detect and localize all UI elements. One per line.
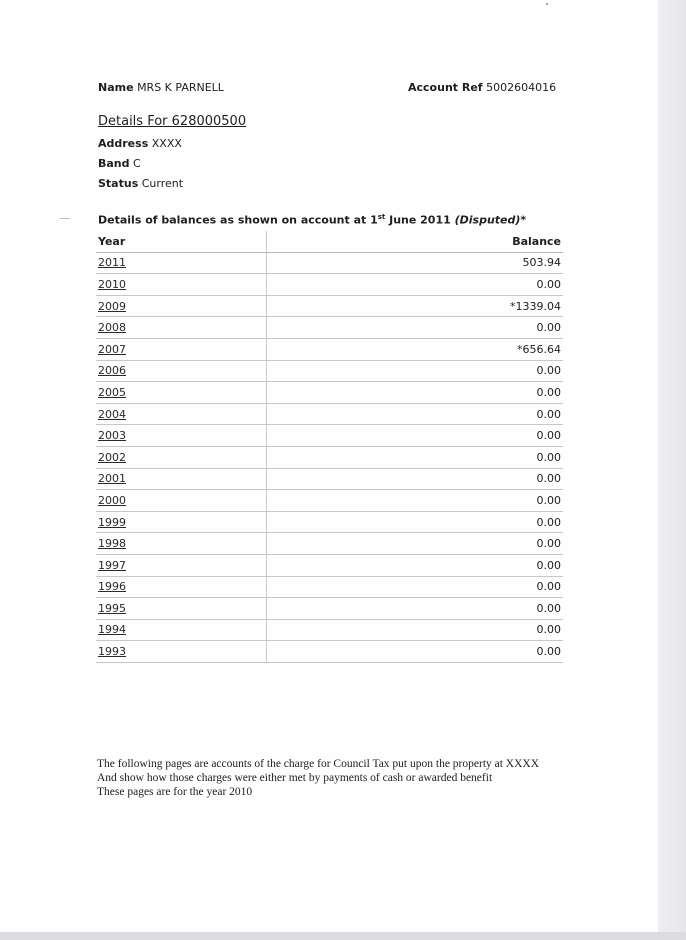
year-cell <box>96 533 267 555</box>
table-row <box>96 382 563 404</box>
scan-edge-bottom <box>0 932 686 940</box>
balances-heading <box>98 213 526 227</box>
balance-cell: 0.00 <box>267 511 564 533</box>
balance-cell: 0.00 <box>267 619 564 641</box>
year-cell <box>96 382 267 404</box>
details-title: Details For 628000500 <box>98 114 247 129</box>
address-label: Address <box>98 137 149 150</box>
year-link: 1995 <box>98 601 126 615</box>
band-line <box>98 157 141 170</box>
table-row <box>96 317 563 339</box>
year-cell <box>96 468 267 490</box>
scan-edge-right <box>658 0 686 940</box>
table-row <box>96 338 563 360</box>
balance-cell: 0.00 <box>267 382 564 404</box>
address-line <box>98 137 182 150</box>
account-label: Account Ref <box>408 81 483 94</box>
table-row <box>96 468 563 490</box>
year-cell <box>96 511 267 533</box>
year-link: 2011 <box>98 256 126 270</box>
disputed-note: (Disputed) <box>454 213 521 227</box>
table-row <box>96 533 563 555</box>
balance-cell: 0.00 <box>267 317 564 339</box>
year-link: 1997 <box>98 558 126 572</box>
year-link: 1999 <box>98 515 126 529</box>
balance-cell: *1339.04 <box>267 295 564 317</box>
balance-cell: 0.00 <box>267 446 564 468</box>
scan-speck <box>546 3 548 5</box>
year-link: 2009 <box>98 299 126 313</box>
heading-superscript: st <box>377 213 386 221</box>
year-link: 1996 <box>98 580 126 594</box>
balance-cell: 0.00 <box>267 490 564 512</box>
year-link: 1994 <box>98 623 126 637</box>
balance-cell: 0.00 <box>267 576 564 598</box>
name-label: Name <box>98 81 134 94</box>
year-cell <box>96 295 267 317</box>
year-cell <box>96 598 267 620</box>
balances-table-body <box>96 252 563 662</box>
heading-asterisk: * <box>520 213 527 227</box>
year-link: 2008 <box>98 321 126 335</box>
balance-cell: *656.64 <box>267 338 564 360</box>
year-link: 2003 <box>98 429 126 443</box>
heading-date: June 2011 <box>385 213 455 227</box>
year-cell <box>96 274 267 296</box>
band-value: C <box>133 157 141 170</box>
note-line-1: The following pages are accounts of the charge for Council Tax put upon the property at XXXX <box>97 758 540 770</box>
table-row <box>96 598 563 620</box>
year-cell <box>96 338 267 360</box>
year-cell <box>96 641 267 663</box>
year-link: 2004 <box>98 407 126 421</box>
status-label: Status <box>98 177 139 190</box>
name-value: MRS K PARNELL <box>137 81 224 94</box>
balance-cell: 0.00 <box>267 360 564 382</box>
year-link: 2002 <box>98 450 126 464</box>
year-link: 1993 <box>98 645 126 659</box>
balances-table <box>96 231 563 663</box>
table-row <box>96 511 563 533</box>
balance-cell: 0.00 <box>267 468 564 490</box>
heading-text: Details of balances as shown on account at 1 <box>98 213 378 227</box>
customer-name <box>98 81 224 94</box>
account-value: 5002604016 <box>486 81 557 94</box>
year-link: 1998 <box>98 537 126 551</box>
table-row <box>96 490 563 512</box>
balance-cell: 0.00 <box>267 554 564 576</box>
balance-column-header: Balance <box>267 231 564 252</box>
table-row <box>96 295 563 317</box>
table-row <box>96 403 563 425</box>
table-row <box>96 252 563 274</box>
year-link: 2005 <box>98 385 126 399</box>
table-row <box>96 641 563 663</box>
table-row <box>96 360 563 382</box>
year-link: 2006 <box>98 364 126 378</box>
account-reference <box>408 81 556 94</box>
year-cell <box>96 446 267 468</box>
balance-cell: 503.94 <box>267 252 564 274</box>
scan-mark <box>60 218 70 219</box>
year-link: 2001 <box>98 472 126 486</box>
table-row <box>96 576 563 598</box>
balance-cell: 0.00 <box>267 403 564 425</box>
band-label: Band <box>98 157 130 170</box>
year-cell <box>96 252 267 274</box>
balance-cell: 0.00 <box>267 425 564 447</box>
year-link: 2010 <box>98 277 126 291</box>
year-cell <box>96 576 267 598</box>
note-line-3: These pages are for the year 2010 <box>97 786 253 798</box>
table-header-row <box>96 231 563 252</box>
balance-cell: 0.00 <box>267 533 564 555</box>
status-value: Current <box>141 177 184 190</box>
note-line-2: And show how those charges were either met by payments of cash or awarded benefit <box>97 772 493 784</box>
year-link: 2007 <box>98 342 126 356</box>
year-cell <box>96 425 267 447</box>
year-cell <box>96 619 267 641</box>
table-row <box>96 554 563 576</box>
notes-block <box>97 757 567 799</box>
year-cell <box>96 554 267 576</box>
year-cell <box>96 490 267 512</box>
table-row <box>96 619 563 641</box>
address-value: XXXX <box>151 137 182 150</box>
balance-cell: 0.00 <box>267 641 564 663</box>
year-cell <box>96 403 267 425</box>
table-row <box>96 274 563 296</box>
balance-cell: 0.00 <box>267 274 564 296</box>
year-cell <box>96 317 267 339</box>
status-line <box>98 177 183 190</box>
year-cell <box>96 360 267 382</box>
year-column-header: Year <box>96 231 267 252</box>
table-row <box>96 425 563 447</box>
year-link: 2000 <box>98 493 126 507</box>
balance-cell: 0.00 <box>267 598 564 620</box>
table-row <box>96 446 563 468</box>
